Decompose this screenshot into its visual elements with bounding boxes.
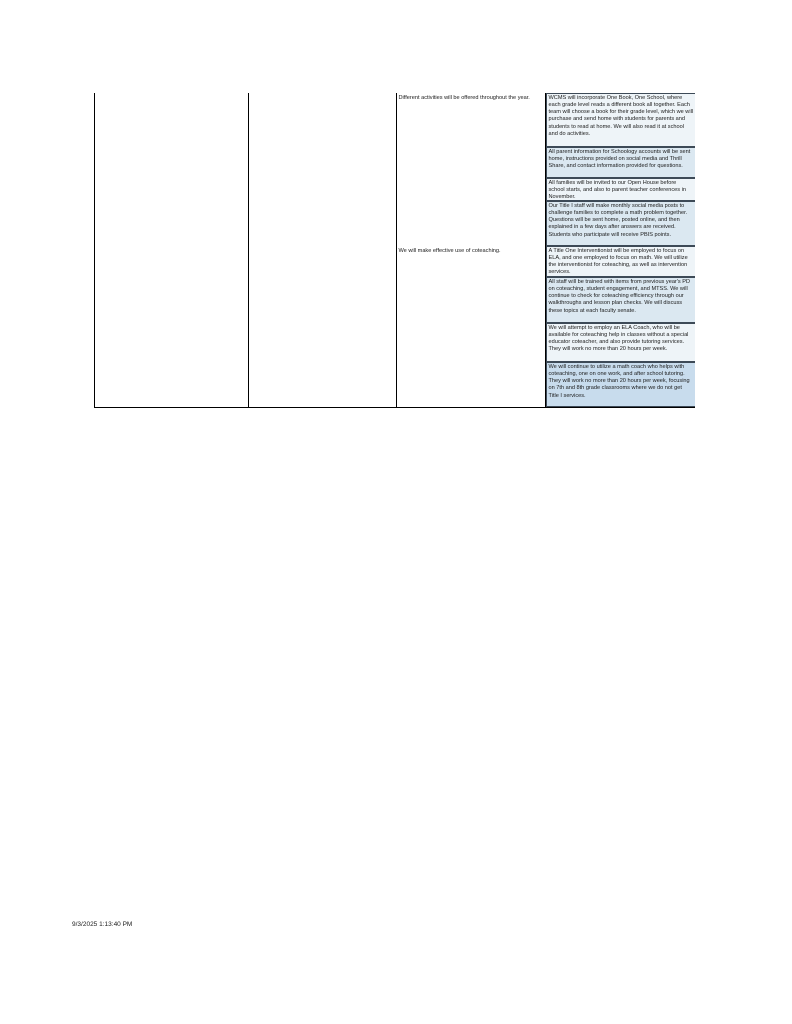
activity-cell-staff-training: All staff will be trained with items from previous year's PD on coteaching, student engagement, and MTSS. We will continue to check for coteaching efficiency through our walkthroughs and lesson plan checks. We will discuss these topics at each faculty senate. [546,277,695,323]
activity-cell-schoology: All parent information for Schoology accounts will be sent home, instructions provided on social media and Thrill Share, and contact information provided for questions. [546,147,695,178]
goal-cell-coteaching: We will make effective use of coteaching. [398,247,501,254]
activity-cell-open-house: All families will be invited to our Open House before school starts, and also to parent teacher conferences in November. [546,178,695,201]
activity-cell-math-coach: We will continue to utilize a math coach who helps with coteaching, one on one work, and after school tutoring. They will work no more than 20 hours per week, focusing on 7th and 8th grade classrooms where we do not get Title I services. [546,362,695,407]
activity-cell-ela-coach: We will attempt to employ an ELA Coach, who will be available for coteaching help in classes without a special educator coteacher, and also provide tutoring services. They will work no more than 20 hours per week. [546,323,695,362]
plan-table [94,93,695,408]
activity-cell-math-posts: Our Title I staff will make monthly social media posts to challenge families to complete a math problem together. Questions will be sent home, posted online, and then explained in a few days after answers are received. Students who participate will receive PBIS points. [546,201,695,246]
print-timestamp: 9/3/2025 1:13:40 PM [72,921,133,928]
activity-cell-interventionist: A Title One Interventionist will be employed to focus on ELA, and one employed to focus on math. We will utilize the interventionist for coteaching, as well as intervention services. [546,246,695,277]
goal-cell-activities-year: Different activities will be offered throughout the year. [398,94,530,101]
column-divider-1 [248,93,249,407]
activity-cell-one-book: WCMS will incorporate One Book, One School, where each grade level reads a different book all together. Each team will choose a book for their grade level, which we will purchase and send home with students for parents and students to read at home. We will also read it at school and do activities. [546,93,695,147]
